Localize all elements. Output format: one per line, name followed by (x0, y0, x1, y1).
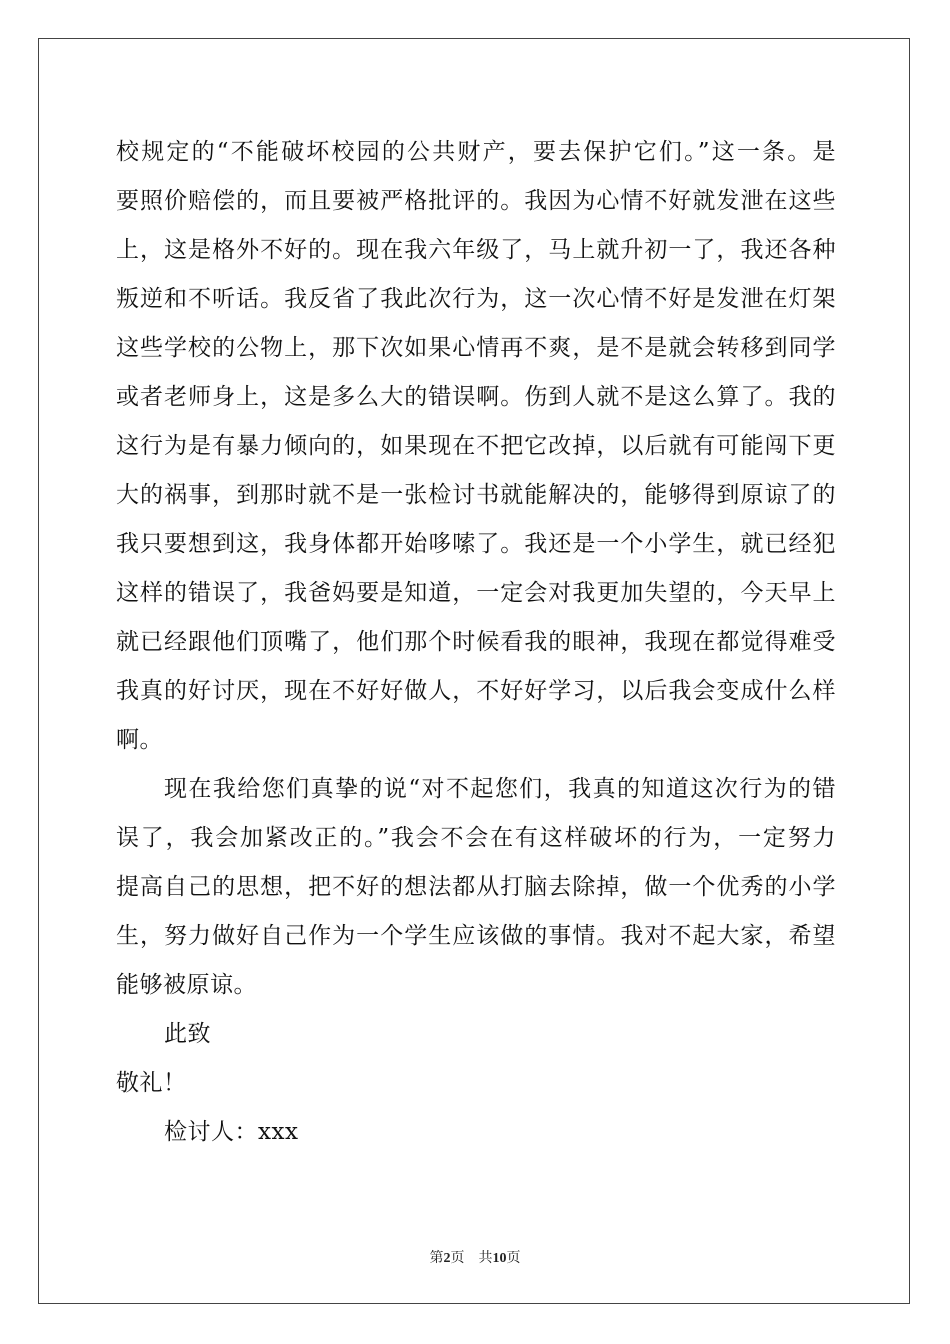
signature-line: 检讨人：xxx (164, 1119, 299, 1145)
page-prefix: 第 (429, 1251, 444, 1266)
text-line: 我只要想到这，我身体都开始哆嗦了。我还是一个小学生，就已经犯 (116, 531, 836, 557)
total-prefix: 共 (478, 1251, 493, 1266)
text-line: 大的祸事，到那时就不是一张检讨书就能解决的，能够得到原谅了的 (116, 482, 836, 508)
total-suffix: 页 (506, 1251, 521, 1266)
text-line: 我真的好讨厌，现在不好好做人，不好好学习，以后我会变成什么样 (116, 678, 836, 704)
paragraph-first-line: 现在我给您们真挚的说“对不起您们，我真的知道这次行为的错 (164, 776, 836, 802)
page-current: 2 (443, 1251, 451, 1266)
page-total: 10 (492, 1251, 507, 1266)
salutation: 敬礼！ (116, 1070, 187, 1096)
text-line: 或者老师身上，这是多么大的错误啊。伤到人就不是这么算了。我的 (116, 384, 836, 410)
text-line: 要照价赔偿的，而且要被严格批评的。我因为心情不好就发泄在这些 (116, 188, 836, 214)
text-line: 能够被原谅。 (116, 972, 257, 998)
text-line: 误了，我会加紧改正的。”我会不会在有这样破坏的行为，一定努力 (116, 825, 836, 851)
text-line: 这些学校的公物上，那下次如果心情再不爽，是不是就会转移到同学 (116, 335, 836, 361)
text-line: 这行为是有暴力倾向的，如果现在不把它改掉，以后就有可能闯下更 (116, 433, 836, 459)
text-line: 提高自己的思想，把不好的想法都从打脑去除掉，做一个优秀的小学 (116, 874, 836, 900)
closing-phrase: 此致 (164, 1021, 211, 1047)
text-line: 这样的错误了，我爸妈要是知道，一定会对我更加失望的，今天早上 (116, 580, 836, 606)
document-body (116, 128, 836, 1157)
text-line: 叛逆和不听话。我反省了我此次行为，这一次心情不好是发泄在灯架 (116, 286, 836, 312)
text-line: 校规定的“不能破坏校园的公共财产，要去保护它们。”这一条。是 (116, 139, 836, 165)
text-line: 就已经跟他们顶嘴了，他们那个时候看我的眼神，我现在都觉得难受 (116, 629, 836, 655)
page-footer (0, 1247, 950, 1267)
text-line: 生，努力做好自己作为一个学生应该做的事情。我对不起大家，希望 (116, 923, 836, 949)
text-line: 上，这是格外不好的。现在我六年级了，马上就升初一了，我还各种 (116, 237, 836, 263)
text-line: 啊。 (116, 727, 163, 753)
page-suffix: 页 (450, 1251, 465, 1266)
